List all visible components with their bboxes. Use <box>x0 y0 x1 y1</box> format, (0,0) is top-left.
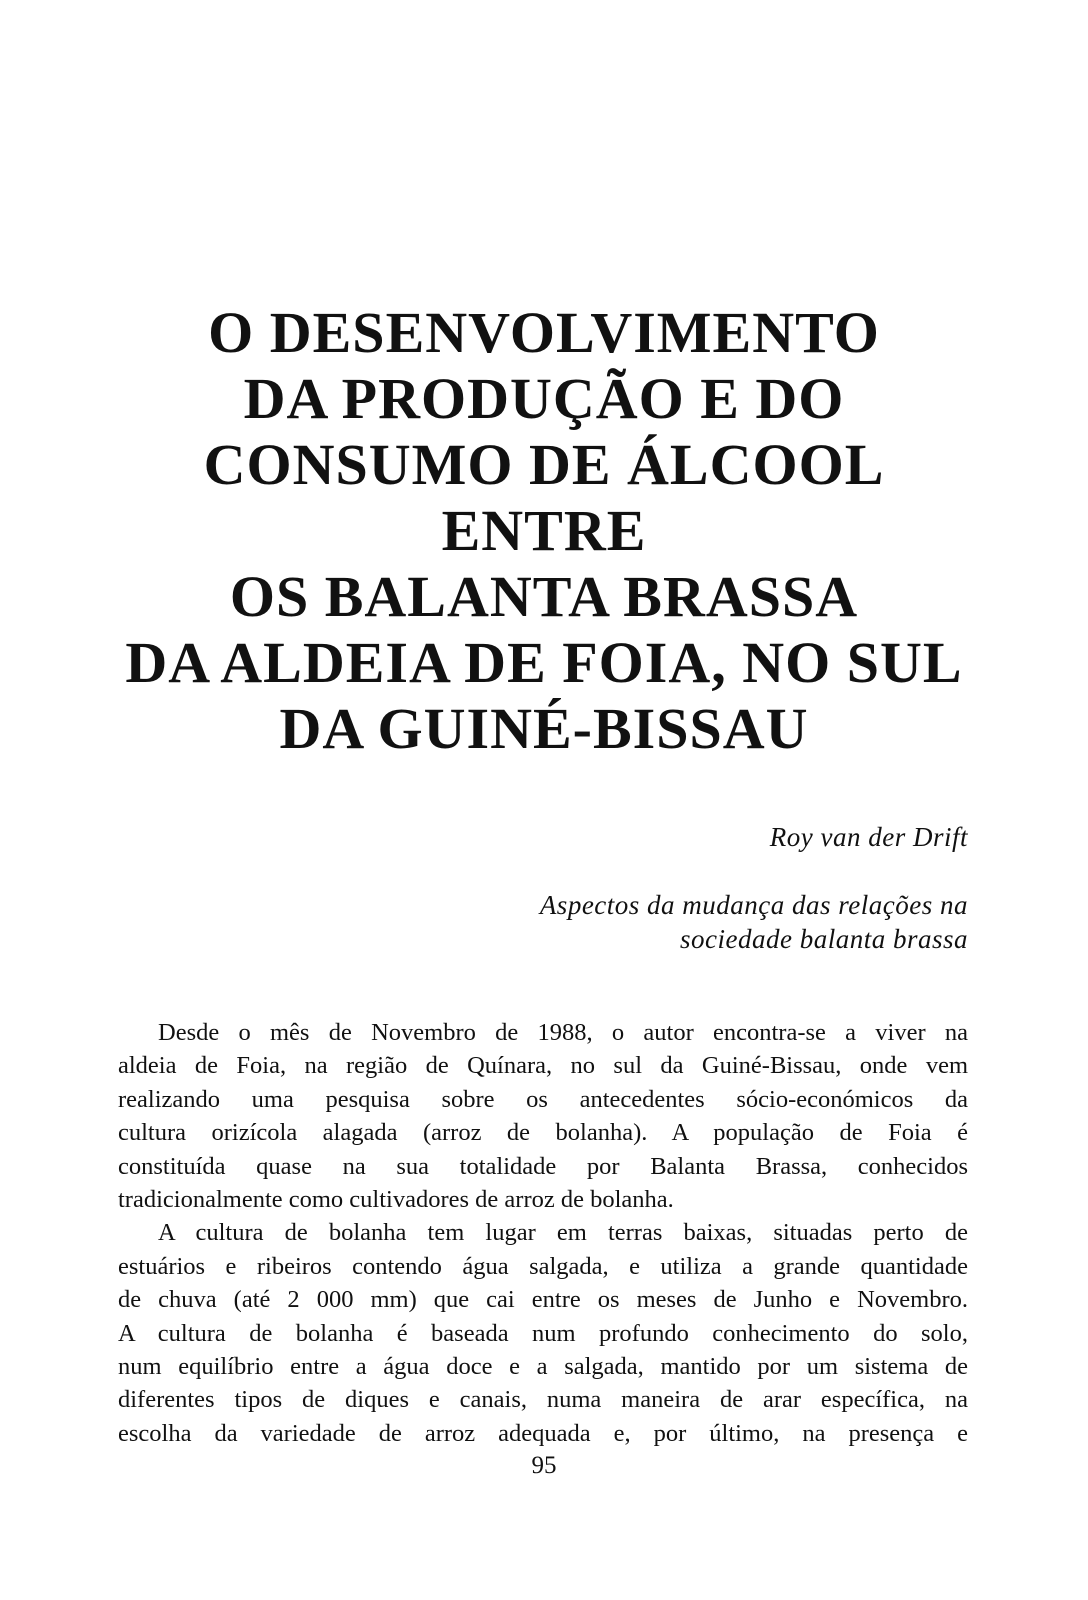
text-line: cultura orizícola alagada (arroz de bolanha). A população de Foia é <box>118 1119 968 1147</box>
subtitle-line: sociedade balanta brassa <box>680 924 968 954</box>
title-line: DA GUINÉ-BISSAU <box>279 696 809 761</box>
title-line: DA ALDEIA DE FOIA, NO SUL <box>125 630 963 695</box>
text-line: de chuva (até 2 000 mm) que cai entre os meses de Junho e Novembro. <box>118 1286 968 1314</box>
text-line: A cultura de bolanha tem lugar em terras baixas, situadas perto de <box>158 1219 968 1247</box>
title-line: ENTRE <box>441 498 647 563</box>
title-line: OS BALANTA BRASSA <box>229 564 859 629</box>
text-line: Desde o mês de Novembro de 1988, o autor encontra-se a viver na <box>158 1019 968 1046</box>
title-line: O DESENVOLVIMENTO <box>208 300 880 365</box>
text-line: escolha da variedade de arroz adequada e, por último, na presença e <box>118 1419 968 1447</box>
text-line: realizando uma pesquisa sobre os antecedentes sócio-económicos da <box>118 1085 968 1113</box>
text-line: diferentes tipos de diques e canais, numa maneira de arar específica, na <box>118 1386 968 1414</box>
text-line: estuários e ribeiros contendo água salgada, e utiliza a grande quantidade <box>118 1252 968 1280</box>
text-line: aldeia de Foia, na região de Quínara, no sul da Guiné-Bissau, onde vem <box>118 1052 968 1080</box>
paragraph <box>118 1016 968 1216</box>
text-line: num equilíbrio entre a água doce e a salgada, mantido por um sistema de <box>118 1353 968 1381</box>
article-subtitle <box>540 888 968 956</box>
subtitle-line: Aspectos da mudança das relações na <box>539 890 968 920</box>
title-line: DA PRODUÇÃO E DO <box>243 366 845 431</box>
author-name: Roy van der Drift <box>769 822 968 852</box>
text-line: A cultura de bolanha é baseada num profundo conhecimento do solo, <box>118 1319 968 1347</box>
title-line: CONSUMO DE ÁLCOOL <box>203 432 885 497</box>
text-line: tradicionalmente como cultivadores de arroz de bolanha. <box>118 1186 674 1214</box>
page-number: 95 <box>531 1452 557 1479</box>
article-title <box>100 300 988 762</box>
article-body <box>118 1016 968 1450</box>
paragraph <box>118 1216 968 1450</box>
text-line: constituída quase na sua totalidade por Balanta Brassa, conhecidos <box>118 1152 968 1180</box>
